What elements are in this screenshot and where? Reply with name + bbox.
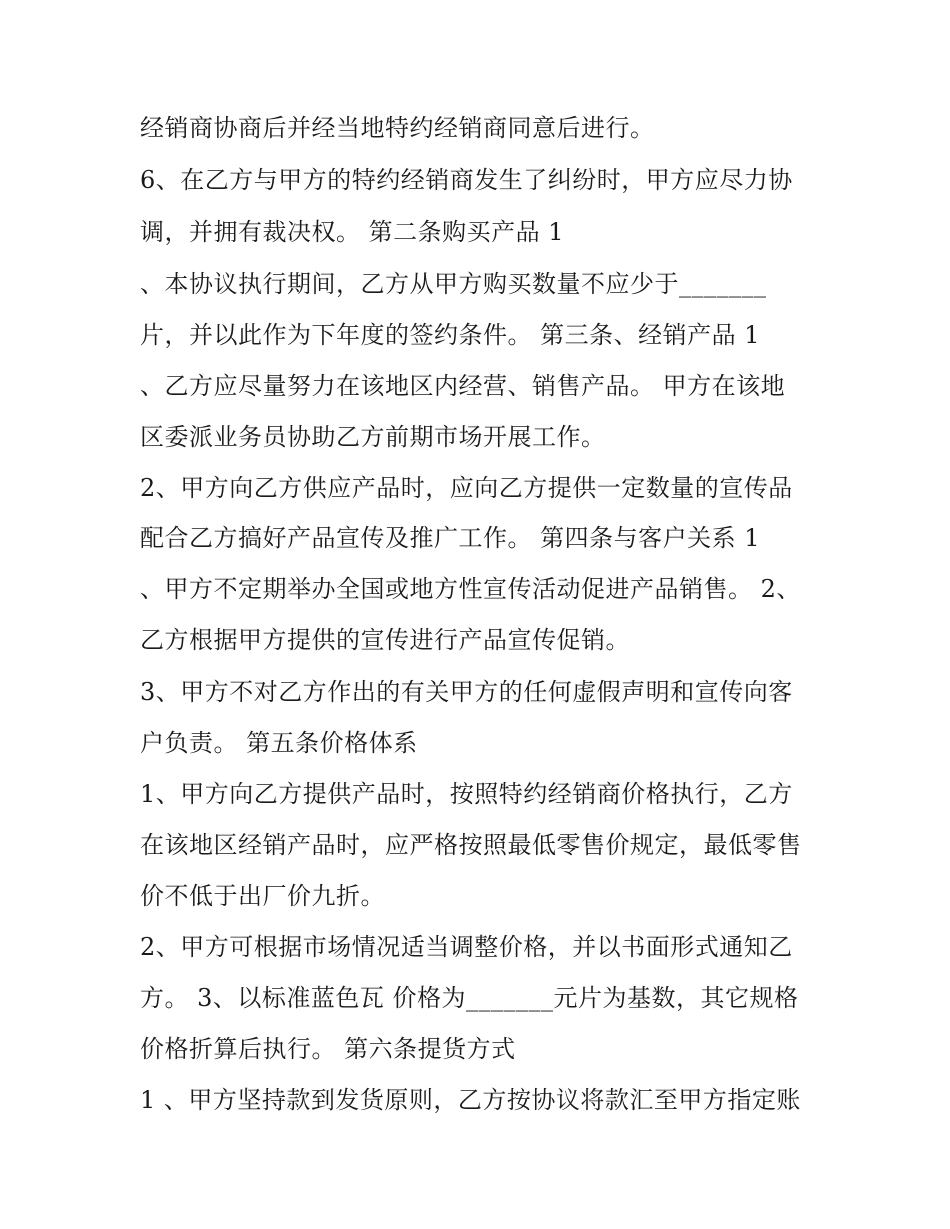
text-line: 3、甲方不对乙方作出的有关甲方的任何虚假声明和宣传向客 <box>140 678 793 706</box>
text-line: 在该地区经销产品时，应严格按照最低零售价规定，最低零售 <box>140 831 802 859</box>
text-line: 经销商协商后并经当地特约经销商同意后进行。 <box>140 114 655 142</box>
text-line: 、甲方不定期举办全国或地方性宣传活动促进产品销售。 2、 <box>140 575 801 603</box>
text-line: 1 、甲方坚持款到发货原则，乙方按协议将款汇至甲方指定账 <box>140 1086 801 1114</box>
text-line: 2、甲方可根据市场情况适当调整价格，并以书面形式通知乙 <box>140 933 793 961</box>
text-line: 调，并拥有裁决权。 第二条购买产品 1 <box>140 218 565 246</box>
text-line: 、乙方应尽量努力在该地区内经营、销售产品。 甲方在该地 <box>140 372 786 400</box>
text-line: 6、在乙方与甲方的特约经销商发生了纠纷时，甲方应尽力协 <box>140 166 793 194</box>
text-line: 户负责。 第五条价格体系 <box>140 729 418 757</box>
text-line: 乙方根据甲方提供的宣传进行产品宣传促销。 <box>140 626 630 654</box>
text-line: 方。 3、以标准蓝色瓦 价格为_______元片为基数，其它规格 <box>140 984 799 1012</box>
text-line: 配合乙方搞好产品宣传及推广工作。 第四条与客户关系 1 <box>140 524 761 552</box>
text-line: 2、甲方向乙方供应产品时，应向乙方提供一定数量的宣传品 <box>140 474 793 502</box>
text-line: 片，并以此作为下年度的签约条件。 第三条、经销产品 1 <box>140 321 761 349</box>
text-line: 、本协议执行期间，乙方从甲方购买数量不应少于_______ <box>140 270 767 298</box>
text-line: 区委派业务员协助乙方前期市场开展工作。 <box>140 423 606 451</box>
text-line: 1、甲方向乙方提供产品时，按照特约经销商价格执行，乙方 <box>140 780 793 808</box>
text-line: 价格折算后执行。 第六条提货方式 <box>140 1035 516 1063</box>
text-line: 价不低于出厂价九折。 <box>140 882 385 910</box>
